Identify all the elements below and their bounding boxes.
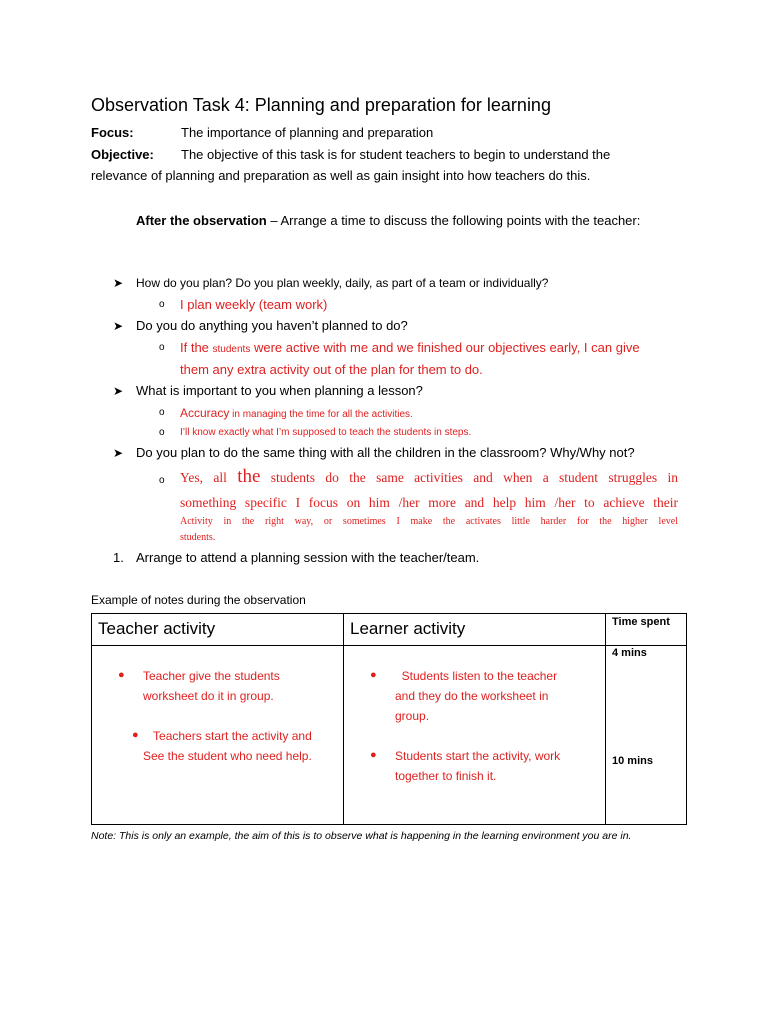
- answer-text: I’ll know exactly what I’m supposed to teach the students in steps.: [180, 427, 472, 438]
- question-text: Do you plan to do the same thing with all the children in the classroom? Why/Why not?: [136, 445, 635, 460]
- answer-text-continued: them any extra activity out of the plan for them to do.: [180, 362, 483, 377]
- observation-notes-table: [91, 613, 687, 825]
- circle-bullet-icon: o: [159, 407, 165, 418]
- answer-text-continued: students.: [180, 532, 216, 543]
- numbered-item: [113, 550, 480, 565]
- answer-text: Yes, all the students do the same activities and when a student struggles in: [180, 466, 678, 487]
- learner-activity-cell: [344, 646, 606, 825]
- question-text: How do you plan? Do you plan weekly, daily, as part of a team or individually?: [136, 276, 549, 290]
- footnote: Note: This is only an example, the aim of this is to observe what is happening in the learning environment you are in.: [91, 830, 632, 842]
- time-value: 10 mins: [612, 755, 653, 767]
- learner-note: Students start the activity, work together to finish it.: [395, 749, 561, 783]
- numbered-item-text: Arrange to attend a planning session with the teacher/team.: [136, 550, 480, 565]
- bullet-icon: ●: [370, 669, 377, 681]
- objective-text-line1: The objective of this task is for student teachers to begin to understand the: [181, 147, 611, 162]
- objective-label: Objective:: [91, 147, 154, 162]
- bullet-icon: ●: [370, 749, 377, 761]
- circle-bullet-icon: o: [159, 342, 165, 353]
- question-item: [113, 275, 549, 291]
- answer-text: If the students were active with me and we finished our objectives early, I can give: [180, 340, 640, 355]
- table-row: [92, 646, 687, 825]
- objective-text-line2: relevance of planning and preparation as well as gain insight into how teachers do this.: [91, 168, 591, 183]
- answer-item: [159, 473, 165, 489]
- arrow-bullet-icon: ➤: [113, 384, 124, 398]
- arrow-bullet-icon: ➤: [113, 319, 124, 333]
- answer-item: [159, 297, 328, 313]
- question-item: [113, 318, 408, 334]
- arrow-bullet-icon: ➤: [113, 276, 124, 290]
- question-item: [113, 445, 635, 461]
- header-learner-activity: Learner activity: [344, 614, 606, 646]
- teacher-note: Teachers start the activity and See the student who need help.: [143, 729, 312, 763]
- answer-item: [159, 405, 413, 421]
- question-text: Do you do anything you haven’t planned to do?: [136, 318, 408, 333]
- header-teacher-activity: Teacher activity: [92, 614, 344, 646]
- bullet-icon: ●: [118, 669, 125, 681]
- circle-bullet-icon: o: [159, 299, 165, 310]
- learner-note: Students listen to the teacher and they do the worksheet in group.: [395, 669, 558, 723]
- teacher-note: Teacher give the students worksheet do it in group.: [143, 669, 280, 703]
- teacher-activity-cell: [92, 646, 344, 825]
- bullet-icon: ●: [132, 729, 139, 741]
- header-time-spent: Time spent: [606, 614, 687, 646]
- question-text: What is important to you when planning a lesson?: [136, 383, 423, 398]
- question-item: [113, 383, 423, 399]
- after-observation-lead: After the observation: [136, 213, 267, 228]
- list-number: 1.: [113, 550, 124, 565]
- table-header-row: [92, 614, 687, 646]
- circle-bullet-icon: o: [159, 427, 165, 438]
- focus-text: The importance of planning and preparation: [181, 125, 434, 140]
- answer-text-continued: Activity in the right way, or sometimes I make the activates little harder for the higher level: [180, 516, 678, 527]
- time-value: 4 mins: [612, 647, 647, 659]
- focus-label: Focus:: [91, 125, 134, 140]
- after-observation-text: – Arrange a time to discuss the following points with the teacher:: [266, 213, 641, 228]
- time-spent-cell: [606, 646, 687, 825]
- page-title: Observation Task 4: Planning and preparation for learning: [91, 95, 551, 115]
- after-observation-paragraph: [136, 210, 678, 231]
- arrow-bullet-icon: ➤: [113, 446, 124, 460]
- circle-bullet-icon: o: [159, 475, 165, 486]
- answer-text-continued: something specific I focus on him /her more and help him /her to achieve their: [180, 495, 678, 510]
- example-caption: Example of notes during the observation: [91, 593, 306, 607]
- answer-text: I plan weekly (team work): [180, 297, 328, 312]
- answer-item: [159, 425, 472, 441]
- answer-item: [159, 340, 640, 356]
- answer-text: Accuracy in managing the time for all the activities.: [180, 406, 413, 420]
